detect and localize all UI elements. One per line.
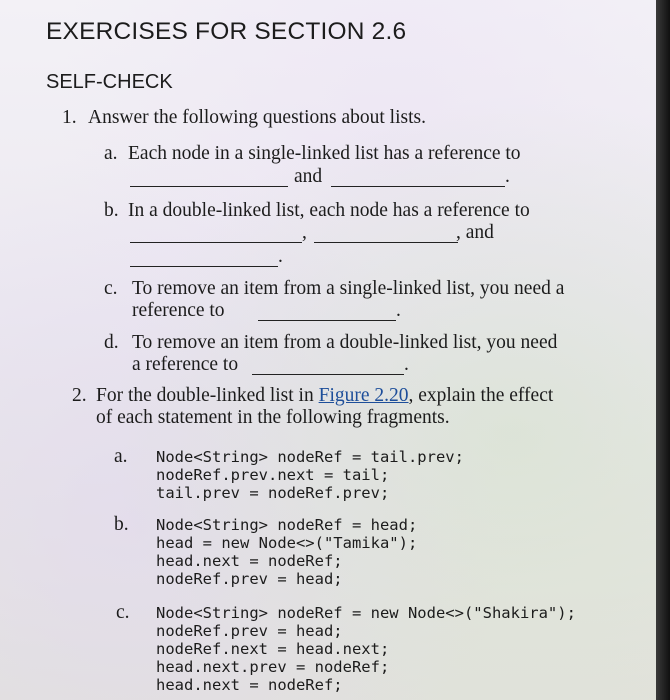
q1a-text: Each node in a single-linked list has a reference to (128, 143, 521, 164)
q1d-blank (252, 356, 404, 375)
question-2-text-pre: For the double-linked list in (96, 385, 319, 406)
q1c-blank (258, 302, 396, 321)
q1a-and: and (294, 166, 323, 187)
fragment-c-code: Node<String> nodeRef = new Node<>("Shakira"); nodeRef.prev = head; nodeRef.next = head.next; head.next.prev = nodeRef; head.next = nodeRef; (156, 604, 576, 694)
fragment-b-code: Node<String> nodeRef = head; head = new Node<>("Tamika"); head.next = nodeRef; nodeRef.prev = head; (156, 516, 418, 588)
question-2-text-line2: of each statement in the following fragments. (96, 407, 450, 428)
fragment-c-label: c. (116, 602, 130, 623)
q1a-blank-2 (331, 168, 505, 187)
fragment-b-label: b. (114, 514, 129, 535)
q1a-blank-1 (130, 168, 288, 187)
q1a-label: a. (104, 143, 118, 164)
question-1-text: Answer the following questions about lists. (88, 107, 426, 128)
question-2-text (96, 385, 553, 407)
q1a-period: . (505, 166, 510, 187)
question-2-text-post: , explain the effect (408, 385, 554, 406)
fragment-a-label: a. (114, 446, 128, 467)
q1b-blank-2 (314, 224, 458, 243)
q1b-and: , and (456, 222, 494, 243)
q1b-comma: , (302, 222, 307, 243)
q1b-blank-3 (130, 248, 278, 267)
photo-edge-shadow (656, 0, 670, 700)
self-check-heading: SELF-CHECK (46, 71, 173, 93)
figure-2-20-link[interactable]: Figure 2.20 (318, 385, 409, 406)
question-2-number: 2. (72, 385, 87, 406)
q1c-label: c. (104, 278, 118, 299)
q1d-text-line2: a reference to (132, 354, 239, 375)
q1d-text-line1: To remove an item from a double-linked list, you need (132, 332, 558, 353)
q1b-blank-1 (130, 224, 302, 243)
q1c-text-line1: To remove an item from a single-linked list, you need a (132, 278, 565, 299)
fragment-a-code: Node<String> nodeRef = tail.prev; nodeRef.prev.next = tail; tail.prev = nodeRef.prev; (156, 448, 464, 502)
q1b-label: b. (104, 200, 119, 221)
question-1-number: 1. (62, 107, 77, 128)
q1c-text-line2: reference to (132, 300, 225, 321)
q1b-period: . (278, 246, 283, 267)
q1d-period: . (404, 354, 409, 375)
section-heading: EXERCISES FOR SECTION 2.6 (46, 18, 407, 45)
q1d-label: d. (104, 332, 119, 353)
q1c-period: . (396, 300, 401, 321)
q1b-text: In a double-linked list, each node has a reference to (128, 200, 530, 221)
